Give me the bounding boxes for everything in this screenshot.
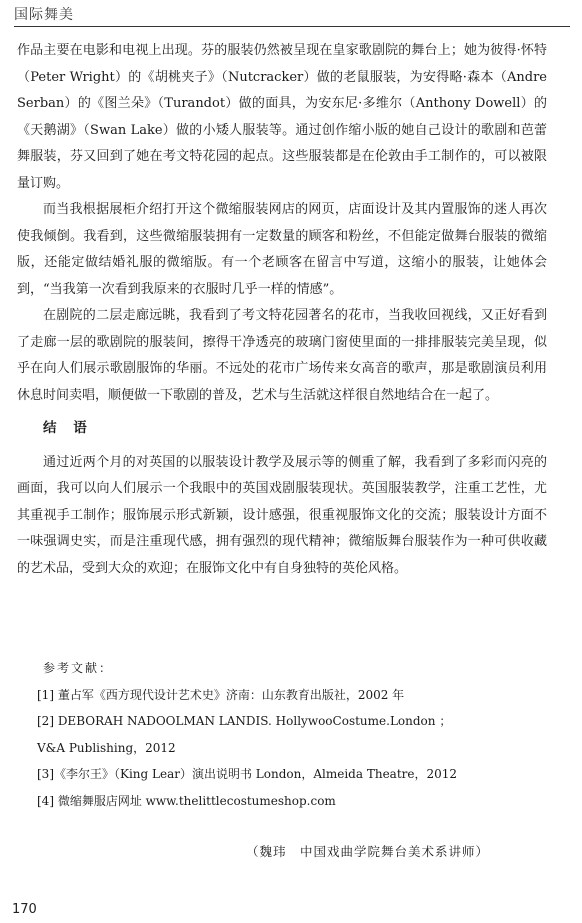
conclusion-paragraph: 通过近两个月的对英国的以服装设计教学及展示等的侧重了解，我看到了多彩而闪亮的画面，我可以向人们展示一个我眼中的英国戏剧服装现状。英国服装教学，注重工艺性，尤其重视手工制作；服饰展示形式新颖，设计感强，很重视服饰文化的交流；服装设计方面不一味强调史实，而是注重现代感，拥有强烈的现代精神；微缩版舞台服装作为一种可供收藏的艺术品，受到大众的欢迎；在服饰文化中有自身独特的英伦风格。 xyxy=(17,454,547,576)
paragraph: 在剧院的二层走廊远眺，我看到了考文特花园著名的花市，当我收回视线，又正好看到了走廊一层的歌剧院的服装间，擦得干净透亮的玻璃门窗使里面的一排排服装完美呈现，似乎在向人们展示歌剧服饰的华丽。不远处的花市广场传来女高音的歌声，那是歌剧演员利用休息时间卖唱，顺便做一下歌剧的普及，艺术与生活就这样很自然地结合在一起了。 xyxy=(17,308,547,403)
reference-item-continuation: V&A Publishing，2012 xyxy=(37,740,176,755)
paragraph: 作品主要在电影和电视上出现。芬的服装仍然被呈现在皇家歌剧院的舞台上；她为彼得·怀特（Peter Wright）的《胡桃夹子》（Nutcracker）做的老鼠服装，为安得略·森本（Andre Serban）的《图兰朵》（Turandot）做的面具，为安东尼·多维尔（Anthony Dowell）的《天鹅湖》（Swan Lake）做的小矮人服装等。通过创作缩小版的她自己设计的歌剧和芭蕾舞服装，芬又回到了她在考文特花园的起点。这些服装都是在伦敦由手工制作的，可以被限量订购。 xyxy=(17,43,547,191)
conclusion-heading: 结 语 xyxy=(43,420,93,436)
running-header xyxy=(14,4,570,27)
author-credit: （魏玮 中国戏曲学院舞台美术系讲师） xyxy=(246,844,490,859)
reference-item: [3]《李尔王》（King Lear）演出说明书 London，Almeida Theatre，2012 xyxy=(37,767,458,781)
reference-item: [2] DEBORAH NADOOLMAN LANDIS. HollywooCostume.London ； xyxy=(37,714,452,728)
journal-title: 国际舞美 xyxy=(14,7,74,23)
references xyxy=(17,655,547,814)
page-number: 170 xyxy=(12,902,37,917)
references-label: 参考文献： xyxy=(43,661,114,675)
reference-item: [1] 董占军《西方现代设计艺术史》济南：山东教育出版社，2002 年 xyxy=(37,687,405,702)
article-body xyxy=(17,38,547,582)
reference-item: [4] 微缩舞服店网址 www.thelittlecostumeshop.com xyxy=(37,793,336,808)
paragraph: 而当我根据展柜介绍打开这个微缩服装网店的网页，店面设计及其内置服饰的迷人再次使我倾倒。我看到，这些微缩服装拥有一定数量的顾客和粉丝，不但能定做舞台服装的微缩版，还能定做结婚礼服的微缩版。有一个老顾客在留言中写道，这缩小的服装，让她体会到，“当我第一次看到我原来的衣服时几乎一样的情感”。 xyxy=(17,202,547,297)
